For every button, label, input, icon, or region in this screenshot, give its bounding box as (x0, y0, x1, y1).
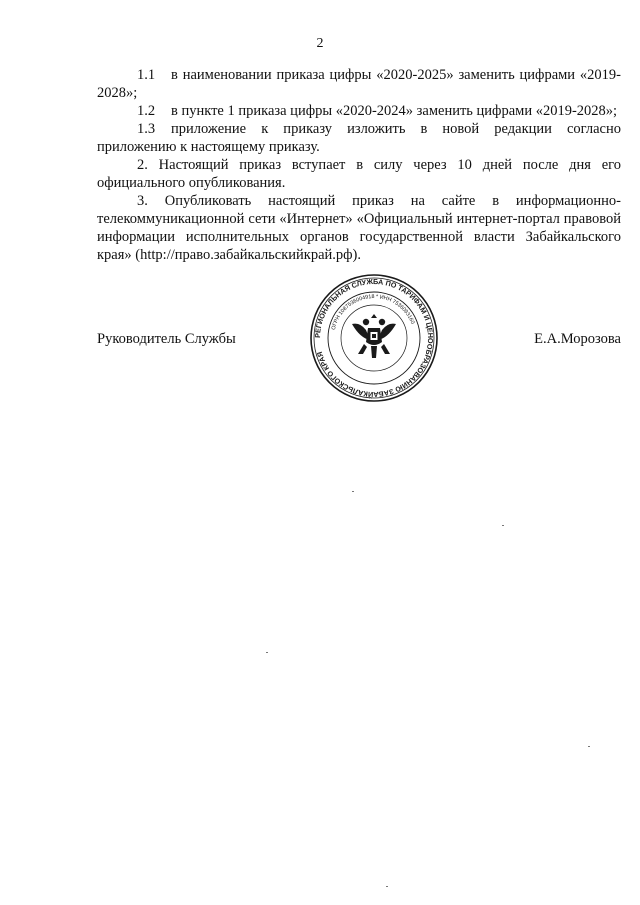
coat-of-arms-icon (352, 314, 396, 358)
scan-speck (502, 525, 504, 526)
paragraph-effective-date: 2. Настоящий приказ вступает в силу через 10 дней после дня его официального опубликования. (97, 157, 621, 191)
list-item (97, 66, 621, 102)
signatory-name: Е.А.Морозова (534, 331, 621, 347)
item-text: в наименовании приказа цифры «2020-2025» заменить цифрами «2019-2028»; (97, 67, 621, 101)
list-item (97, 102, 621, 120)
item-number: 1.3 (137, 121, 156, 137)
item-text: в пункте 1 приказа цифры «2020-2024» заменить цифрами «2019-2028»; (171, 103, 618, 119)
official-seal (308, 272, 440, 404)
page-number: 2 (316, 36, 324, 51)
item-text: приложение к приказу изложить в новой редакции согласно приложению к настоящему приказу. (97, 121, 621, 155)
document-body (97, 66, 621, 264)
item-number: 1.1 (137, 67, 156, 83)
paragraph-publish: 3. Опубликовать настоящий приказ на сайте в информационно-телекоммуникационной сети «Интернет» «Официальный интернет-портал правовой информации исполнительных органов государственной власти Забайкальского края» (http://право.забайкальскийкрай.рф). (97, 193, 621, 263)
list-item (97, 120, 621, 156)
scan-speck (352, 491, 354, 492)
scan-speck (386, 886, 388, 887)
scan-speck (266, 652, 268, 653)
item-number: 1.2 (137, 103, 156, 119)
seal-inner-text-path: ОГРН 1087536004918 * ИНН 7536093160 (330, 293, 416, 331)
scan-speck (588, 746, 590, 747)
signatory-position: Руководитель Службы (97, 331, 236, 347)
seal-outer-text-path: РЕГИОНАЛЬНАЯ СЛУЖБА ПО ТАРИФАМ И ЦЕНООБРАЗОВАНИЮ ЗАБАЙКАЛЬСКОГО КРАЯ (312, 276, 436, 400)
